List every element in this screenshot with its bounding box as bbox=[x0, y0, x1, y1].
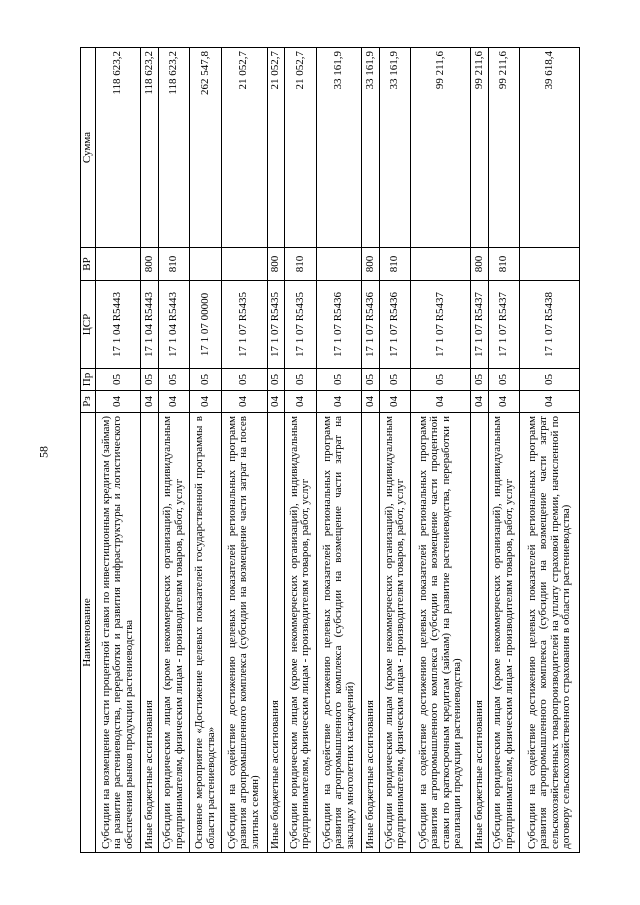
cell-sum: 99 211,6 bbox=[411, 48, 471, 248]
header-rz: Рз bbox=[81, 391, 96, 413]
cell-rz: 04 bbox=[221, 391, 267, 413]
cell-csr: 17 1 07 R5437 bbox=[488, 281, 520, 369]
cell-csr: 17 1 07 R5435 bbox=[285, 281, 317, 369]
cell-csr: 17 1 07 R5436 bbox=[379, 281, 411, 369]
cell-vr: 800 bbox=[267, 248, 285, 281]
cell-pr: 05 bbox=[411, 369, 471, 391]
cell-name: Субсидии юридическим лицам (кроме некоммерческих организаций), индивидуальным предпринимателям, физическим лицам - производителям товаров, работ, услуг bbox=[488, 413, 520, 853]
cell-rz: 04 bbox=[316, 391, 362, 413]
cell-sum: 33 161,9 bbox=[379, 48, 411, 248]
cell-vr: 800 bbox=[471, 248, 489, 281]
cell-csr: 17 1 07 R5435 bbox=[221, 281, 267, 369]
cell-csr: 17 1 07 R5435 bbox=[267, 281, 285, 369]
cell-sum: 118 623,2 bbox=[141, 48, 159, 248]
cell-pr: 05 bbox=[221, 369, 267, 391]
cell-rz: 04 bbox=[267, 391, 285, 413]
cell-pr: 05 bbox=[158, 369, 190, 391]
cell-pr: 05 bbox=[379, 369, 411, 391]
rotated-page-content bbox=[80, 48, 580, 853]
header-name: Наименование bbox=[81, 413, 96, 853]
cell-csr: 17 1 07 R5436 bbox=[362, 281, 380, 369]
header-pr: Пр bbox=[81, 369, 96, 391]
cell-vr: 810 bbox=[379, 248, 411, 281]
cell-rz: 04 bbox=[379, 391, 411, 413]
cell-name: Иные бюджетные ассигнования bbox=[362, 413, 380, 853]
cell-rz: 04 bbox=[520, 391, 580, 413]
header-csr: ЦСР bbox=[81, 281, 96, 369]
header-vr: ВР bbox=[81, 248, 96, 281]
table-row bbox=[520, 48, 580, 853]
cell-csr: 17 1 07 R5437 bbox=[471, 281, 489, 369]
page-number: 58 bbox=[36, 446, 51, 458]
table-row bbox=[158, 48, 190, 853]
cell-sum: 21 052,7 bbox=[285, 48, 317, 248]
cell-pr: 05 bbox=[190, 369, 222, 391]
cell-name: Субсидии на содействие достижению целевых показателей региональных программ развития агропромышленного комплекса (субсидии на возмещение части затрат сельскохозяйственных товаропроизводителей на уплату страховой премии, начисленной по договору сельскохозяйственного страхования в области растениеводства) bbox=[520, 413, 580, 853]
cell-csr: 17 1 07 R5436 bbox=[316, 281, 362, 369]
table-row bbox=[141, 48, 159, 853]
cell-name: Субсидии юридическим лицам (кроме некоммерческих организаций), индивидуальным предпринимателям, физическим лицам - производителям товаров, работ, услуг bbox=[379, 413, 411, 853]
cell-pr: 05 bbox=[316, 369, 362, 391]
cell-name: Иные бюджетные ассигнования bbox=[267, 413, 285, 853]
cell-name: Иные бюджетные ассигнования bbox=[471, 413, 489, 853]
cell-sum: 99 211,6 bbox=[488, 48, 520, 248]
cell-sum: 118 623,2 bbox=[95, 48, 141, 248]
cell-sum: 99 211,6 bbox=[471, 48, 489, 248]
table-row bbox=[362, 48, 380, 853]
cell-sum: 33 161,9 bbox=[362, 48, 380, 248]
cell-vr bbox=[221, 248, 267, 281]
cell-rz: 04 bbox=[488, 391, 520, 413]
cell-sum: 39 618,4 bbox=[520, 48, 580, 248]
table-row bbox=[379, 48, 411, 853]
cell-rz: 04 bbox=[285, 391, 317, 413]
cell-csr: 17 1 04 R5443 bbox=[141, 281, 159, 369]
cell-vr: 810 bbox=[158, 248, 190, 281]
table-row bbox=[221, 48, 267, 853]
cell-name: Субсидии на возмещение части процентной ставки по инвестиционным кредитам (займам) на развитие растениеводства, переработки и развития инфраструктуры и логистического обеспечения рынков продукции растениеводства bbox=[95, 413, 141, 853]
header-sum: Сумма bbox=[81, 48, 96, 248]
table-row bbox=[488, 48, 520, 853]
table-row bbox=[285, 48, 317, 853]
cell-vr: 810 bbox=[285, 248, 317, 281]
cell-vr bbox=[95, 248, 141, 281]
cell-vr bbox=[411, 248, 471, 281]
cell-sum: 33 161,9 bbox=[316, 48, 362, 248]
cell-csr: 17 1 07 R5437 bbox=[411, 281, 471, 369]
cell-sum: 21 052,7 bbox=[267, 48, 285, 248]
cell-vr: 800 bbox=[362, 248, 380, 281]
cell-rz: 04 bbox=[141, 391, 159, 413]
cell-sum: 118 623,2 bbox=[158, 48, 190, 248]
cell-vr bbox=[190, 248, 222, 281]
cell-name: Субсидии юридическим лицам (кроме некоммерческих организаций), индивидуальным предпринимателям, физическим лицам - производителям товаров, работ, услуг bbox=[158, 413, 190, 853]
cell-csr: 17 1 04 R5443 bbox=[95, 281, 141, 369]
cell-pr: 05 bbox=[267, 369, 285, 391]
cell-name: Иные бюджетные ассигнования bbox=[141, 413, 159, 853]
cell-name: Субсидии на содействие достижению целевых показателей региональных программ развития агропромышленного комплекса (субсидии на возмещение части затрат на закладку многолетних насаждений) bbox=[316, 413, 362, 853]
cell-sum: 262 547,8 bbox=[190, 48, 222, 248]
table-header-row bbox=[81, 48, 96, 853]
table-row bbox=[411, 48, 471, 853]
cell-rz: 04 bbox=[95, 391, 141, 413]
cell-pr: 05 bbox=[362, 369, 380, 391]
cell-pr: 05 bbox=[520, 369, 580, 391]
cell-rz: 04 bbox=[190, 391, 222, 413]
table-row bbox=[190, 48, 222, 853]
table-row bbox=[95, 48, 141, 853]
cell-rz: 04 bbox=[158, 391, 190, 413]
cell-name: Основное мероприятие «Достижение целевых показателей государственной программы в области растениеводства» bbox=[190, 413, 222, 853]
cell-pr: 05 bbox=[471, 369, 489, 391]
cell-rz: 04 bbox=[362, 391, 380, 413]
budget-table bbox=[80, 47, 580, 853]
cell-vr: 810 bbox=[488, 248, 520, 281]
cell-rz: 04 bbox=[411, 391, 471, 413]
table-row bbox=[471, 48, 489, 853]
cell-csr: 17 1 07 00000 bbox=[190, 281, 222, 369]
cell-csr: 17 1 07 R5438 bbox=[520, 281, 580, 369]
cell-vr bbox=[520, 248, 580, 281]
table-row bbox=[316, 48, 362, 853]
cell-csr: 17 1 04 R5443 bbox=[158, 281, 190, 369]
cell-sum: 21 052,7 bbox=[221, 48, 267, 248]
cell-vr bbox=[316, 248, 362, 281]
table-body bbox=[95, 48, 579, 853]
cell-name: Субсидии на содействие достижению целевых показателей региональных программ развития агропромышленного комплекса (субсидии на возмещение части процентной ставки по краткосрочным кредитам (займам) на развитие растениеводства, переработки и реализации продукции растениеводства) bbox=[411, 413, 471, 853]
cell-pr: 05 bbox=[285, 369, 317, 391]
cell-vr: 800 bbox=[141, 248, 159, 281]
cell-rz: 04 bbox=[471, 391, 489, 413]
cell-pr: 05 bbox=[488, 369, 520, 391]
cell-name: Субсидии на содействие достижению целевых показателей региональных программ развития агропромышленного комплекса (субсидии на возмещение части затрат на посев элитных семян) bbox=[221, 413, 267, 853]
cell-pr: 05 bbox=[141, 369, 159, 391]
cell-pr: 05 bbox=[95, 369, 141, 391]
cell-name: Субсидии юридическим лицам (кроме некоммерческих организаций), индивидуальным предпринимателям, физическим лицам - производителям товаров, работ, услуг bbox=[285, 413, 317, 853]
table-row bbox=[267, 48, 285, 853]
